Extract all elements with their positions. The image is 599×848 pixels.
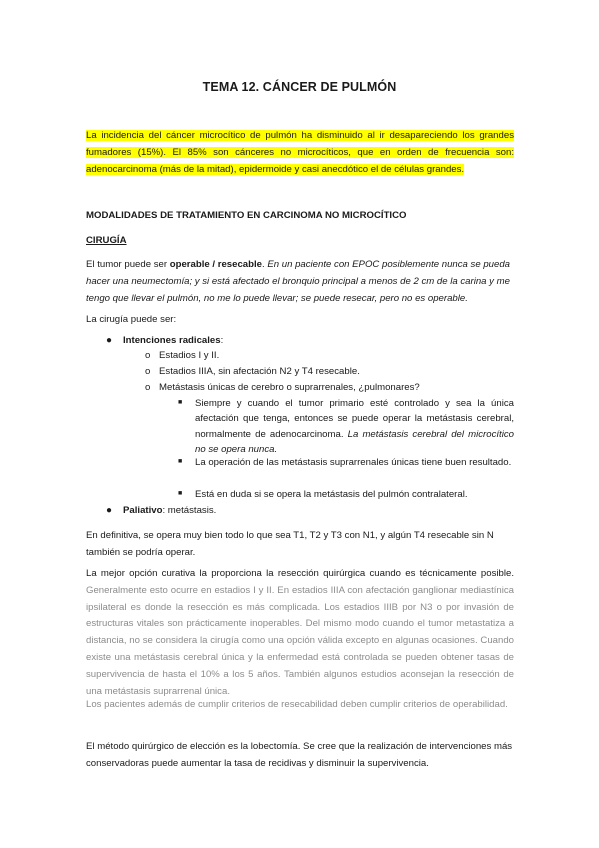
hollow-bullet-icon: o: [145, 350, 151, 361]
subsection-heading: CIRUGÍA: [86, 235, 127, 246]
paragraph-operable: [86, 256, 514, 308]
subsub1-italic: La metástasis cerebral del microcítico no se opera nunca.: [195, 428, 514, 456]
sub2-text: Estadios IIIA, sin afectación N2 y T4 resecable.: [159, 366, 360, 377]
sub1-text: Estadios I y II.: [159, 350, 220, 361]
page-title: TEMA 12. CÁNCER DE PULMÓN: [202, 80, 397, 94]
p1-bold: operable / resecable: [169, 259, 262, 270]
paragraph-curative: [86, 566, 514, 700]
subsub3-text: Está en duda si se opera la metástasis del pulmón contralateral.: [195, 489, 468, 500]
p1-after: .: [262, 259, 268, 270]
radical-label: Intenciones radicales: [123, 335, 221, 346]
hollow-bullet-icon: o: [145, 382, 151, 393]
palliative-rest: : metástasis.: [162, 505, 217, 516]
square-bullet-icon: ■: [178, 458, 183, 465]
hollow-bullet-icon: o: [145, 366, 151, 377]
intro-paragraph: [86, 127, 514, 179]
subsub1-text: Siempre y cuando el tumor primario esté controlado y sea la única afectación que tenga, entonces se puede operar la metástasis cerebral, normalmente de adenocarcinoma.: [195, 398, 514, 440]
paragraph-surgery-types: La cirugía puede ser:: [86, 314, 177, 325]
intro-highlight: La incidencia del cáncer microcítico de pulmón ha disminuido al ir desapareciendo los grandes fumadores (15%). El 85% son cánceres no microcíticos, que en orden de frecuencia son: adenocarcinoma (más de la mitad), epidermoide y casi anecdótico el de células grandes.: [86, 130, 514, 176]
radical-colon: :: [220, 335, 224, 346]
paragraph-summary: En definitiva, se opera muy bien todo lo que sea T1, T2 y T3 con N1, y algún T4 resecable sin N también se podría operar.: [86, 530, 494, 559]
square-bullet-icon: ■: [178, 490, 183, 497]
p1-text: El tumor puede ser: [86, 259, 170, 270]
bullet-icon: ●: [106, 505, 113, 516]
palliative-label: Paliativo: [123, 505, 163, 516]
bullet-icon: ●: [106, 335, 113, 346]
p4-dark: La mejor opción curativa la proporciona la resección quirúrgica cuando es técnicamente posible.: [86, 568, 514, 579]
section-heading: MODALIDADES DE TRATAMIENTO EN CARCINOMA NO MICROCÍTICO: [86, 210, 407, 221]
sub3-text: Metástasis únicas de cerebro o suprarrenales, ¿pulmonares?: [159, 382, 420, 393]
subsub2-text: La operación de las metástasis suprarrenales únicas tiene buen resultado.: [195, 457, 512, 468]
paragraph-operability: Los pacientes además de cumplir criterios de resecabilidad deben cumplir criterios de operabilidad.: [86, 699, 508, 710]
paragraph-lobectomy: El método quirúrgico de elección es la lobectomía. Se cree que la realización de intervenciones más conservadoras puede aumentar la tasa de recidivas y disminuir la supervivencia.: [86, 741, 513, 770]
square-bullet-icon: ■: [178, 399, 183, 406]
p4-gray: Generalmente esto ocurre en estadios I y II. En estadios IIIA con afectación ganglionar mediastínica ipsilateral es donde la resección es más complicada. Los estadios IIIB por N3 o por invasión de estructuras vitales son prácticamente inoperables. Del mismo modo cuando el tumor metastatiza a distancia, no se considera la cirugía como una opción válida excepto en algunas ocasiones. Cuando existe una metástasis cerebral única y la enfermedad está controlada se pueden obtener tasas de supervivencia de hasta el 10% a los 5 años. También algunos estudios aconsejan la resección de una metástasis suprarrenal única.: [86, 584, 514, 697]
p1-italic: En un paciente con EPOC posiblemente nunca se pueda hacer una neumectomía; y si está afectado el bronquio principal a menos de 2 cm de la carina y me tengo que llevar el pulmón, no me lo puede llevar; se puede resecar, pero no es operable.: [86, 259, 511, 305]
